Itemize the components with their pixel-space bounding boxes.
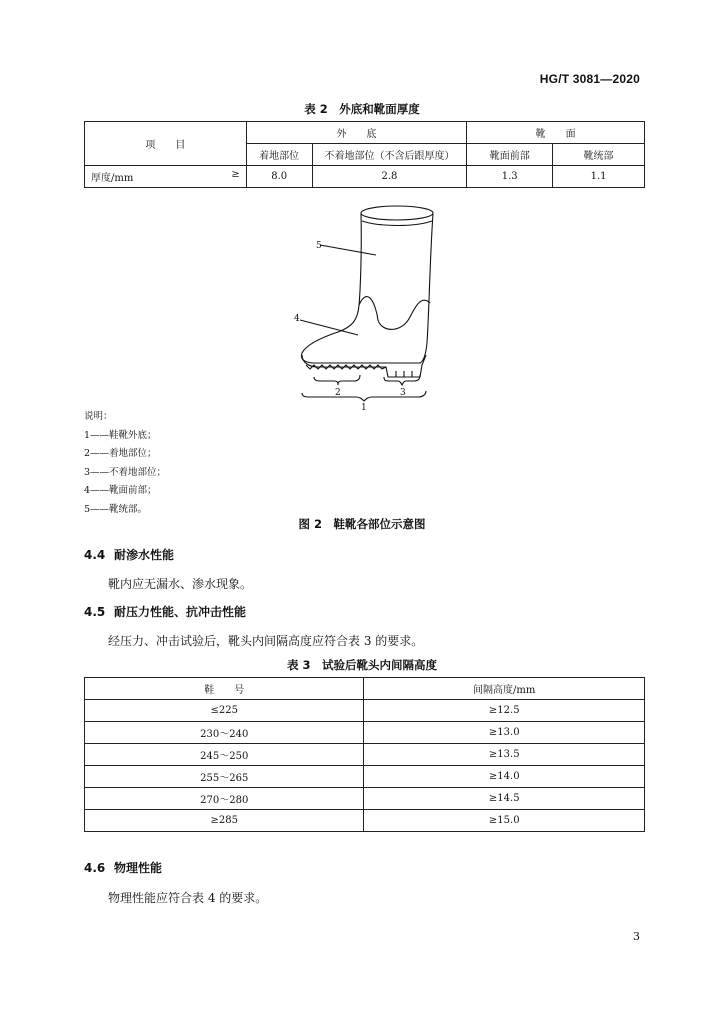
figure2-caption: 图 2 鞋靴各部位示意图	[298, 517, 426, 531]
section-4-4-heading	[84, 546, 174, 563]
table3-size: ≥285	[85, 810, 364, 832]
table2-value: 1.1	[553, 166, 645, 188]
table3	[84, 677, 645, 832]
table2-caption: 表 2 外底和靴面厚度	[304, 102, 420, 116]
boot-outline	[301, 214, 433, 363]
table3-gap: ≥13.5	[364, 744, 645, 766]
section-number: 4.5	[84, 605, 106, 619]
table2-value: 8.0	[246, 166, 312, 188]
section-4-5-heading	[84, 603, 246, 620]
table2-subheader: 靴面前部	[467, 144, 553, 166]
standard-code: HG/T 3081—2020	[539, 72, 640, 86]
table3-gap: ≥15.0	[364, 810, 645, 832]
table2	[84, 121, 645, 188]
legend-item: 4——靴面前部；	[84, 485, 157, 497]
figure-label-3: 3	[400, 388, 406, 398]
figure-label-1: 1	[361, 403, 367, 413]
section-4-5-body: 经压力、冲击试验后，靴头内间隔高度应符合表 3 的要求。	[108, 634, 424, 648]
heel-tread	[396, 371, 412, 377]
section-title: 耐渗水性能	[114, 548, 175, 562]
boot-opening	[361, 206, 433, 220]
legend-item: 5——靴统部。	[84, 503, 148, 515]
table3-size: 255～265	[85, 766, 364, 788]
table-row	[85, 700, 645, 722]
table2-row-symbol: ≥	[231, 169, 240, 180]
table-row	[85, 788, 645, 810]
bracket-1	[302, 391, 426, 401]
table3-gap: ≥14.0	[364, 766, 645, 788]
boot-diagram	[280, 195, 460, 415]
table2-subheader: 不着地部位（不含后跟厚度）	[312, 144, 467, 166]
figure-legend	[84, 408, 166, 520]
legend-title: 说明：	[84, 411, 113, 422]
table3-size: ≤225	[85, 700, 364, 722]
section-4-4-body: 靴内应无漏水、渗水现象。	[108, 577, 253, 591]
table-row	[85, 766, 645, 788]
table3-gap: ≥14.5	[364, 788, 645, 810]
table3-size: 270～280	[85, 788, 364, 810]
table2-subheader: 靴统部	[553, 144, 645, 166]
figure-label-4: 4	[294, 314, 300, 324]
section-title: 耐压力性能、抗冲击性能	[114, 605, 247, 619]
bracket-2	[314, 375, 360, 385]
table2-item-header: 项 目	[85, 122, 247, 166]
table2-value: 2.8	[312, 166, 467, 188]
table3-gap: ≥12.5	[364, 700, 645, 722]
legend-item: 1——鞋靴外底；	[84, 429, 157, 441]
table2-subheader: 着地部位	[246, 144, 312, 166]
table2-row-label: 厚度/mm	[91, 173, 134, 184]
table-row	[85, 744, 645, 766]
table3-size: 245～250	[85, 744, 364, 766]
section-4-6-heading	[84, 859, 162, 876]
boot-lip	[362, 221, 432, 226]
table3-size-header: 鞋 号	[85, 678, 364, 700]
figure-label-5: 5	[316, 241, 322, 251]
table-row	[85, 810, 645, 832]
section-number: 4.4	[84, 548, 106, 562]
table2-outsole-header: 外 底	[246, 122, 467, 144]
leader-5	[320, 245, 376, 255]
table3-gap: ≥13.0	[364, 722, 645, 744]
table2-value: 1.3	[467, 166, 553, 188]
section-4-6-body: 物理性能应符合表 4 的要求。	[108, 891, 268, 905]
table2-row-label-cell	[85, 166, 247, 188]
upper-boundary	[359, 297, 430, 330]
section-title: 物理性能	[114, 861, 163, 875]
legend-item: 2——着地部位；	[84, 448, 157, 460]
figure-label-2: 2	[335, 388, 341, 398]
table3-size: 230～240	[85, 722, 364, 744]
table3-gap-header: 间隔高度/mm	[364, 678, 645, 700]
legend-item: 3——不着地部位；	[84, 466, 167, 478]
table3-caption: 表 3 试验后靴头内间隔高度	[286, 658, 437, 672]
leader-4	[300, 320, 358, 335]
section-number: 4.6	[84, 861, 106, 875]
table2-upper-header: 靴 面	[467, 122, 645, 144]
table-row	[85, 722, 645, 744]
page-number: 3	[633, 930, 640, 943]
